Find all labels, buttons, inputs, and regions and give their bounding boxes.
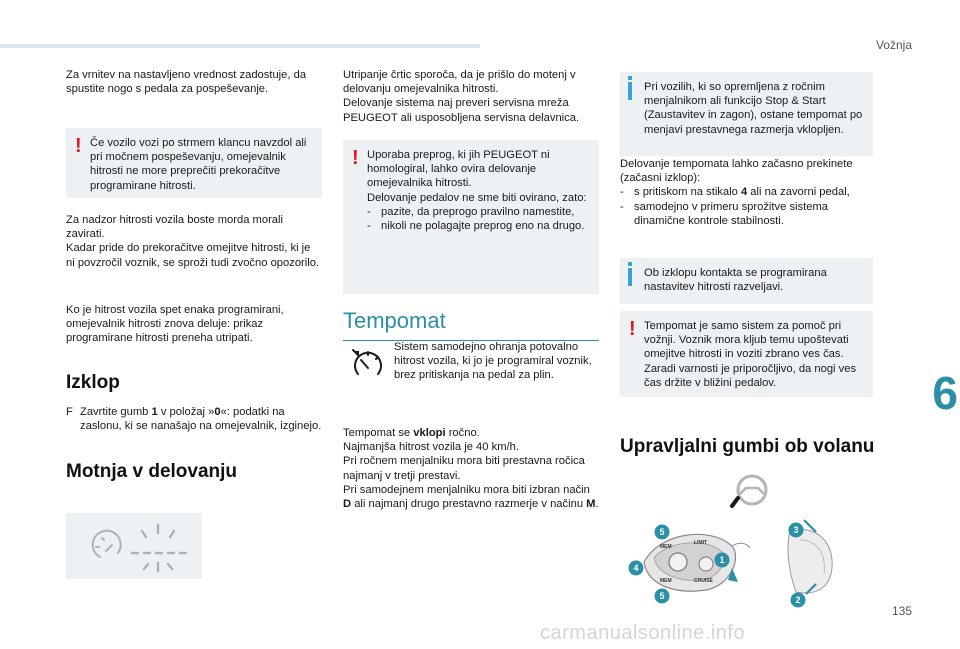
svg-text:5: 5 [659, 527, 665, 538]
stalk-label: LIMIT [694, 540, 708, 546]
interrupt-section: Delovanje tempomata lahko začasno prekinete (začasni izklop): - s pritiskom na stikalo 4 ali na zavorni pedal, - samodejno v primeru sprožitve sistema dinamične kontrole stabilnosti. [620, 157, 876, 228]
tempomat-description: Sistem samodejno ohranja potovalno hitrost vozila, ki jo je programiral voznik, brez pritiskanja na pedal za plin. [394, 341, 592, 382]
info-box-ignition: Ob izklopu kontakta se programirana nastavitev hitrosti razveljavi. [620, 258, 873, 304]
izklop-heading: Izklop [66, 372, 120, 393]
callout-4 [629, 561, 644, 576]
warning-text: Če vozilo vozi po strmem klancu navzdol ali pri močnem pospeševanju, omejevalnik hitrosti ne more preprečiti prekoračitve programirane hitrosti. [90, 137, 307, 192]
callout-5-top [655, 525, 670, 540]
col1-paragraph-2: Za nadzor hitrosti vozila boste morda morali zavirati. Kadar pride do prekoračitve omejitve hitrosti, ki je ni povzročil voznik, se sproži tudi zvočno opozorilo. [66, 214, 320, 269]
list-item: - samodejno v primeru sprožitve sistema dinamične kontrole stabilnosti. [620, 200, 876, 228]
chapter-number: 6 [932, 367, 958, 419]
cruise-control-icon [348, 344, 388, 384]
tempomat-conditions: Tempomat se vklopi ročno. Najmanjša hitrost vozila je 40 km/h. Pri ročnem menjalniku mora biti prestavna ročica najmanj v tretji prestavi. Pri samodejnem menjalniku mora biti izbran način D ali najmanj drugo prestavno razmerje v načinu M. [343, 427, 599, 511]
izklop-step: F Zavrtite gumb 1 v položaj »0«: podatki na zaslonu, ki se nanašajo na omejevalnik, izginejo. [66, 406, 322, 433]
col1-paragraph-1: Za vrnitev na nastavljeno vrednost zadostuje, da spustite nogo s pedala za pospeševanje. [66, 69, 307, 96]
step-arrow-icon: F [66, 406, 73, 418]
warning-icon: ! [352, 147, 359, 169]
warning-box-speed [66, 128, 322, 198]
header-bar [0, 44, 480, 48]
list-item: - s pritiskom na stikalo 4 ali na zavorni pedal, [620, 185, 876, 199]
svg-text:1: 1 [719, 555, 725, 566]
callout-2 [791, 593, 806, 608]
motnja-heading: Motnja v delovanju [66, 461, 238, 482]
svg-text:3: 3 [793, 525, 799, 536]
warning-icon: ! [75, 135, 82, 157]
info-icon [628, 82, 632, 100]
page-number: 135 [891, 604, 912, 618]
tempomat-heading-block [343, 308, 599, 341]
svg-text:5: 5 [659, 591, 665, 602]
info-box-manual-gearbox: Pri vozilih, ki so opremljena z ročnim menjalnikom ali funkcijo Stop & Start (Zaustavitev in zagon), ostane tempomat po menjavi prestavnega razmerja vklopljen. [620, 72, 873, 156]
stalk-label: MEM [660, 578, 672, 584]
speed-limiter-dashes-icon [66, 513, 202, 579]
callout-1 [715, 553, 730, 568]
controls-heading: Upravljalni gumbi ob volanu [620, 436, 875, 457]
col1-paragraph-3: Ko je hitrost vozila spet enaka programirani, omejevalnik hitrosti znova deluje: prikaz programirane hitrosti preneha utripati. [66, 304, 284, 345]
col2-paragraph-1: Utripanje črtic sporoča, da je prišlo do motenj v delovanju omejevalnika hitrosti. Delovanje sistema naj preveri servisna mreža PEUGEOT ali usposobljena servisna delavnica. [343, 69, 580, 124]
callout-5-bottom [655, 589, 670, 604]
warning-icon: ! [629, 318, 636, 340]
speedometer-dashes-illustration [66, 513, 202, 579]
svg-text:4: 4 [633, 563, 639, 574]
list-item: - nikoli ne polagajte preprog eno na drugo. [367, 219, 593, 233]
stalk-label: CRUISE [694, 578, 713, 584]
watermark: carmanualsonline.info [540, 622, 746, 644]
svg-text:2: 2 [795, 595, 801, 606]
stalk-label: MEM [660, 544, 672, 550]
column-cover [728, 520, 832, 594]
callout-3 [789, 523, 804, 538]
steering-stalk-diagram [620, 470, 850, 610]
warning-box-assist: ! Tempomat je samo sistem za pomoč pri vožnji. Voznik mora kljub temu upoštevati omejitve hitrosti in voziti zbrano ves čas. Zaradi varnosti je priporočljivo, da nogi ves čas držite v bližini pedalov. [620, 311, 873, 397]
tempomat-heading: Tempomat [343, 308, 446, 333]
interrupt-list [620, 185, 876, 228]
steering-controls-illustration [620, 470, 850, 610]
info-icon [628, 268, 632, 286]
steering-wheel-icon [732, 476, 766, 506]
section-label: Vožnja [875, 38, 912, 52]
warning-list [367, 205, 593, 233]
warning-box-mats: ! Uporaba preprog, ki jih PEUGEOT ni homologiral, lahko ovira delovanje omejevalnika hitrosti. Delovanje pedalov ne sme biti ovirano, zato: - pazite, da preprogo pravilno namestite, - nikoli ne polagajte preprog eno na drugo. [343, 140, 599, 294]
list-item: - pazite, da preprogo pravilno namestite, [367, 205, 593, 219]
